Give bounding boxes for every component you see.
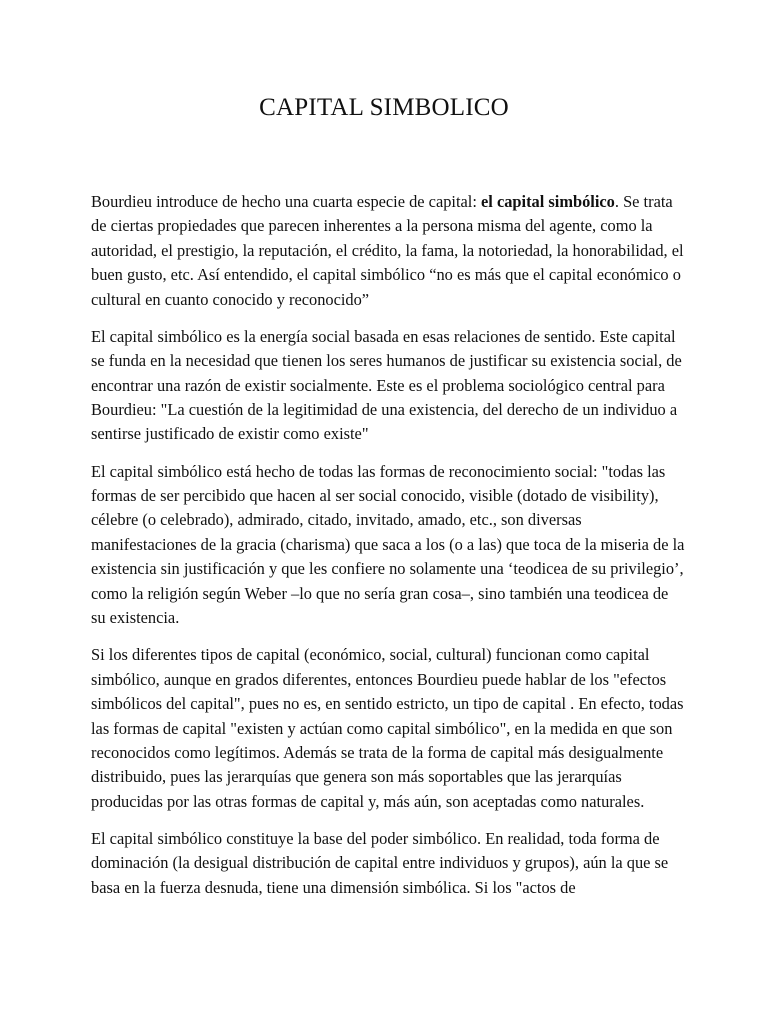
paragraph-4: Si los diferentes tipos de capital (económico, social, cultural) funcionan como capital simbólico, aunque en grados diferentes, entonces Bourdieu puede hablar de los "efectos simbólicos del capital", pues no es, en sentido estricto, un tipo de capital . En efecto, todas las formas de capital "existen y actúan como capital simbólico", en la medida en que son reconocidos como legítimos. Además se trata de la forma de capital más desigualmente distribuido, pues las jerarquías que genera son más soportables que las jerarquías producidas por las otras formas de capital y, más aún, son aceptadas como naturales. xyxy=(91,645,684,811)
paragraph-1 xyxy=(91,190,685,312)
paragraph-3: El capital simbólico está hecho de todas las formas de reconocimiento social: "todas las formas de ser percibido que hacen al ser social conocido, visible (dotado de visibility), célebre (o celebrado), admirado, citado, invitado, amado, etc., son diversas manifestaciones de la gracia (charisma) que saca a los (o a las) que toca de la miseria de la existencia sin justificación y que les confiere no solamente una ‘teodicea de su privilegio’, como la religión según Weber –lo que no sería gran cosa–, sino también una teodicea de su existencia. xyxy=(91,461,685,628)
paragraph-2: El capital simbólico es la energía social basada en esas relaciones de sentido. Este capital se funda en la necesidad que tienen los seres humanos de justificar su existencia social, de encontrar una razón de existir socialmente. Este es el problema sociológico central para Bourdieu: "La cuestión de la legitimidad de una existencia, del derecho de un individuo a sentirse justificado de existir como existe" xyxy=(91,326,682,444)
document-body xyxy=(91,190,685,913)
paragraph-1-lead: Bourdieu introduce de hecho una cuarta especie de capital: xyxy=(91,192,482,211)
document-title: CAPITAL SIMBOLICO xyxy=(259,94,509,121)
paragraph-1-rest: . Se trata de ciertas propiedades que parecen inherentes a la persona misma del agente, como la autoridad, el prestigio, la reputación, el crédito, la fama, la notoriedad, la honorabilidad, el buen gusto, etc. Así entendido, el capital simbólico “no es más que el capital económico o cultural en cuanto conocido y reconocido” xyxy=(91,192,684,309)
paragraph-1-bold-term: el capital simbólico xyxy=(481,192,615,211)
paragraph-5: El capital simbólico constituye la base del poder simbólico. En realidad, toda forma de dominación (la desigual distribución de capital entre individuos y grupos), aún la que se basa en la fuerza desnuda, tiene una dimensión simbólica. Si los "actos de xyxy=(91,828,669,897)
